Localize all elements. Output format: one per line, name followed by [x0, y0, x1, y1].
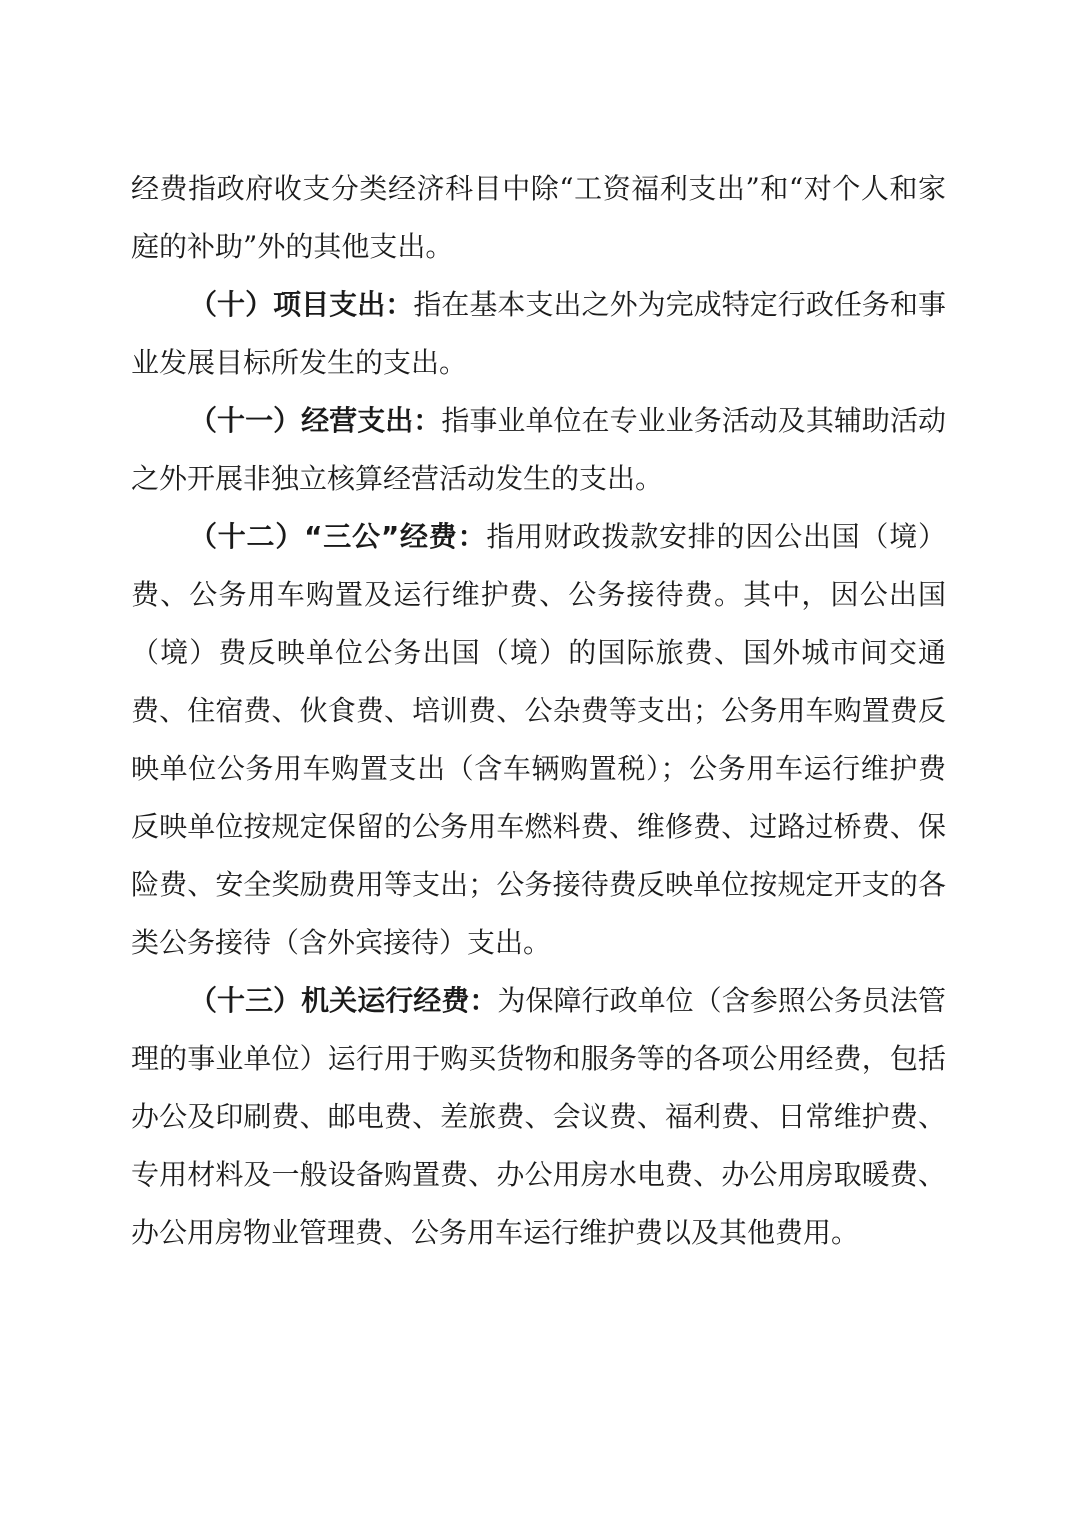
paragraph-project-expenditure	[131, 276, 946, 392]
paragraph-text: 指在基本支出之外为完成特定行政任务和事业发展目标所发生的支出。	[131, 288, 946, 379]
paragraph-text: 指用财政拨款安排的因公出国（境）费、公务用车购置及运行维护费、公务接待费。其中，因公出国（境）费反映单位公务出国（境）的国际旅费、国外城市间交通费、住宿费、伙食费、培训费、公杂费等支出；公务用车购置费反映单位公务用车购置支出（含车辆购置税）；公务用车运行维护费反映单位按规定保留的公务用车燃料费、维修费、过路过桥费、保险费、安全奖励费用等支出；公务接待费反映单位按规定开支的各类公务接待（含外宾接待）支出。	[131, 520, 946, 959]
paragraph-text: 为保障行政单位（含参照公务员法管理的事业单位）运行用于购买货物和服务等的各项公用经费，包括办公及印刷费、邮电费、差旅费、会议费、福利费、日常维护费、专用材料及一般设备购置费、办公用房水电费、办公用房取暖费、办公用房物业管理费、公务用车运行维护费以及其他费用。	[131, 984, 946, 1249]
paragraph-text: 指事业单位在专业业务活动及其辅助活动之外开展非独立核算经营活动发生的支出。	[131, 404, 946, 495]
paragraph-term: （十二）“三公”经费：	[189, 520, 487, 553]
paragraph-term: （十一）经营支出：	[189, 404, 442, 437]
paragraph-agency-operating-funds	[131, 972, 946, 1262]
paragraph-operating-expenditure	[131, 392, 946, 508]
paragraph-term: （十）项目支出：	[189, 288, 414, 321]
paragraph-text: 经费指政府收支分类经济科目中除“工资福利支出”和“对个人和家庭的补助”外的其他支出。	[131, 172, 946, 263]
paragraph-three-public-expenses	[131, 508, 946, 972]
paragraph-continuation	[131, 160, 946, 276]
document-body	[131, 160, 946, 1262]
paragraph-term: （十三）机关运行经费：	[189, 984, 498, 1017]
